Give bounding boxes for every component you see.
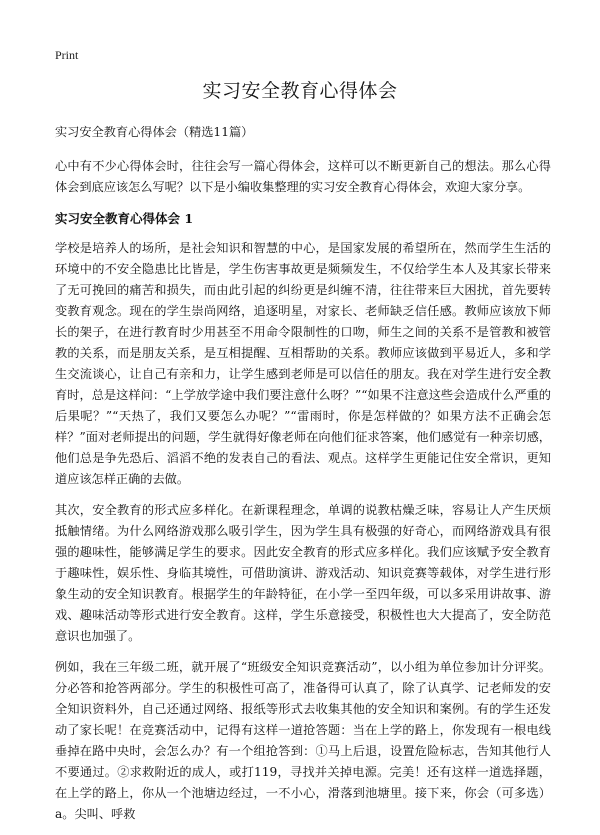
body-paragraph-2: 其次，安全教育的形式应多样化。在新课程理念，单调的说教枯燥乏味，容易让人产生厌烦抵触情绪。为什么网络游戏那么吸引学生，因为学生具有极强的好奇心，而网络游戏具有很强的趣味性，能够满足学生的要求。因此安全教育的形式应多样化。我们应该赋予安全教育于趣味性，娱乐性、身临其境性，可借助演讲、游戏活动、知识竞赛等载体，对学生进行形象生动的安全知识教育。根据学生的年龄特征，在小学一至四年级，可以多采用讲故事、游戏、趣味活动等形式进行安全教育。这样，学生乐意接受，积极性也大大提高了，安全防范意识也加强了。	[55, 503, 551, 643]
intro-paragraph: 心中有不少心得体会时，往往会写一篇心得体会，这样可以不断更新自己的想法。那么心得体会到底应该怎么写呢？以下是小编收集整理的实习安全教育心得体会，欢迎大家分享。	[55, 159, 551, 194]
body-paragraph-1: 学校是培养人的场所，是社会知识和智慧的中心，是国家发展的希望所在，然而学生生活的环境中的不安全隐患比比皆是，学生伤害事故更是频频发生，不仅给学生本人及其家长带来了无可挽回的痛苦和损失，而由此引起的纠纷更是纠缠不清，往往带来巨大困扰，首先要转变教育观念。现在的学生崇尚网络，追逐明星，对家长、老师缺乏信任感。教师应该放下师长的架子，在进行教育时少用甚至不用命令限制性的口吻，师生之间的关系不是管教和被管教的关系，而是朋友关系，是互相提醒、互相帮助的关系。教师应该做到平易近人，多和学生交流谈心，让自己有亲和力，让学生感到老师是可以信任的朋友。我在对学生进行安全教育时，总是这样问：“上学放学途中我们要注意什么呀？”“如果不注意这些会造成什么严重的后果呢？”“天热了，我们又要怎么办呢？”“雷雨时，你是怎样做的？如果方法不正确会怎样？”面对老师提出的问题，学生就得好像老师在向他们征求答案，他们感觉有一种亲切感，他们总是争先恐后、滔滔不绝的发表自己的看法、观点。这样学生更能记住安全常识，更知道应该怎样正确的去做。	[55, 241, 551, 486]
print-link[interactable]: Print	[55, 48, 79, 62]
page-title: 实习安全教育心得体会	[202, 80, 398, 102]
body-paragraph-3: 例如，我在三年级二班，就开展了“班级安全知识竞赛活动”，以小组为单位参加计分评奖。分必答和抢答两部分。学生的积极性可高了，准备得可认真了，除了认真学、记老师发的安全知识资料外，自己还通过网络、报纸等形式去收集其他的安全知识和案例。有的学生还发动了家长呢！在竞赛活动中，记得有这样一道抢答题：当在上学的路上，你发现有一根电线垂掉在路中央时，会怎么办？有一个组抢答到：①马上后退，设置危险标志，告知其他行人不要通过。②求救附近的成人，或打119，寻找并关掉电源。完美！还有这样一道选择题，在上学的路上，你从一个池塘边经过，一不小心，滑落到池塘里。接下来，你会（可多选）a。尖叫、呼救	[55, 660, 551, 821]
document-body	[55, 122, 551, 835]
section-heading: 实习安全教育心得体会 1	[55, 211, 194, 226]
document-subtitle: 实习安全教育心得体会（精选11篇）	[55, 125, 254, 139]
